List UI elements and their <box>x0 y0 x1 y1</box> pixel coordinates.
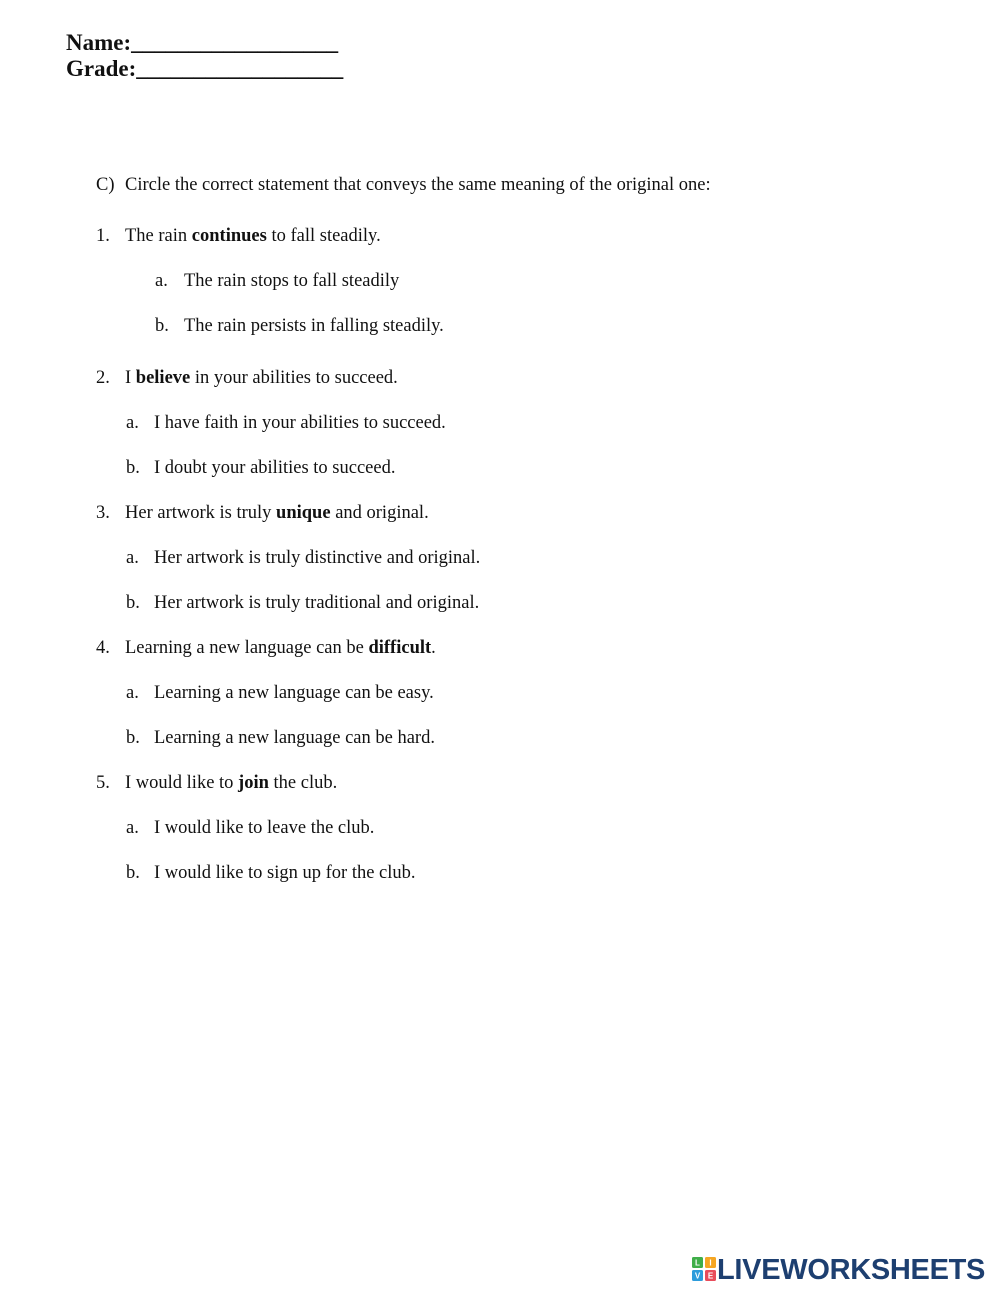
question-number: 3. <box>96 503 110 523</box>
svg-text:L: L <box>695 1258 700 1268</box>
key-word: difficult <box>368 638 432 658</box>
option-letter: a. <box>126 413 139 433</box>
name-field-label: Name:__________________ <box>66 30 339 55</box>
option-letter: b. <box>155 316 169 336</box>
option-text: Her artwork is truly distinctive and original. <box>154 548 481 568</box>
question-text: I would like to join the club. <box>125 773 338 793</box>
svg-text:V: V <box>694 1271 701 1281</box>
question-text: Learning a new language can be difficult. <box>125 638 436 658</box>
option-text: The rain stops to fall steadily <box>184 271 400 291</box>
key-word: join <box>238 773 269 793</box>
option-text: The rain persists in falling steadily. <box>184 316 444 336</box>
question-number: 1. <box>96 226 110 246</box>
question-number: 4. <box>96 638 110 658</box>
question-number: 2. <box>96 368 110 388</box>
key-word: continues <box>191 226 267 246</box>
option-text: Learning a new language can be easy. <box>154 683 434 703</box>
instruction-marker: C) <box>96 175 115 195</box>
question-text: I believe in your abilities to succeed. <box>125 368 398 388</box>
option-letter: a. <box>155 271 168 291</box>
grade-field-label: Grade:__________________ <box>66 56 344 81</box>
key-word: believe <box>135 368 191 388</box>
question-text: Her artwork is truly unique and original. <box>125 503 429 523</box>
option-letter: a. <box>126 548 139 568</box>
question-text: The rain continues to fall steadily. <box>125 226 381 246</box>
option-text: I would like to sign up for the club. <box>154 863 416 883</box>
svg-text:I: I <box>709 1258 712 1268</box>
key-word: unique <box>276 503 331 523</box>
svg-text:E: E <box>707 1271 714 1281</box>
option-letter: b. <box>126 728 140 748</box>
instruction-text: Circle the correct statement that conveys the same meaning of the original one: <box>125 175 711 195</box>
option-text: I doubt your abilities to succeed. <box>154 458 396 478</box>
brand-wordmark: LIVEWORKSHEETS <box>717 1254 986 1286</box>
liveworksheets-brand[interactable] <box>692 1255 992 1285</box>
option-letter: a. <box>126 683 139 703</box>
option-letter: a. <box>126 818 139 838</box>
option-text: I would like to leave the club. <box>154 818 375 838</box>
question-number: 5. <box>96 773 110 793</box>
option-text: Her artwork is truly traditional and original. <box>154 593 480 613</box>
option-text: I have faith in your abilities to succeed. <box>154 413 446 433</box>
option-text: Learning a new language can be hard. <box>154 728 435 748</box>
option-letter: b. <box>126 458 140 478</box>
option-letter: b. <box>126 863 140 883</box>
liveworksheets-logo-icon <box>692 1257 716 1281</box>
option-letter: b. <box>126 593 140 613</box>
